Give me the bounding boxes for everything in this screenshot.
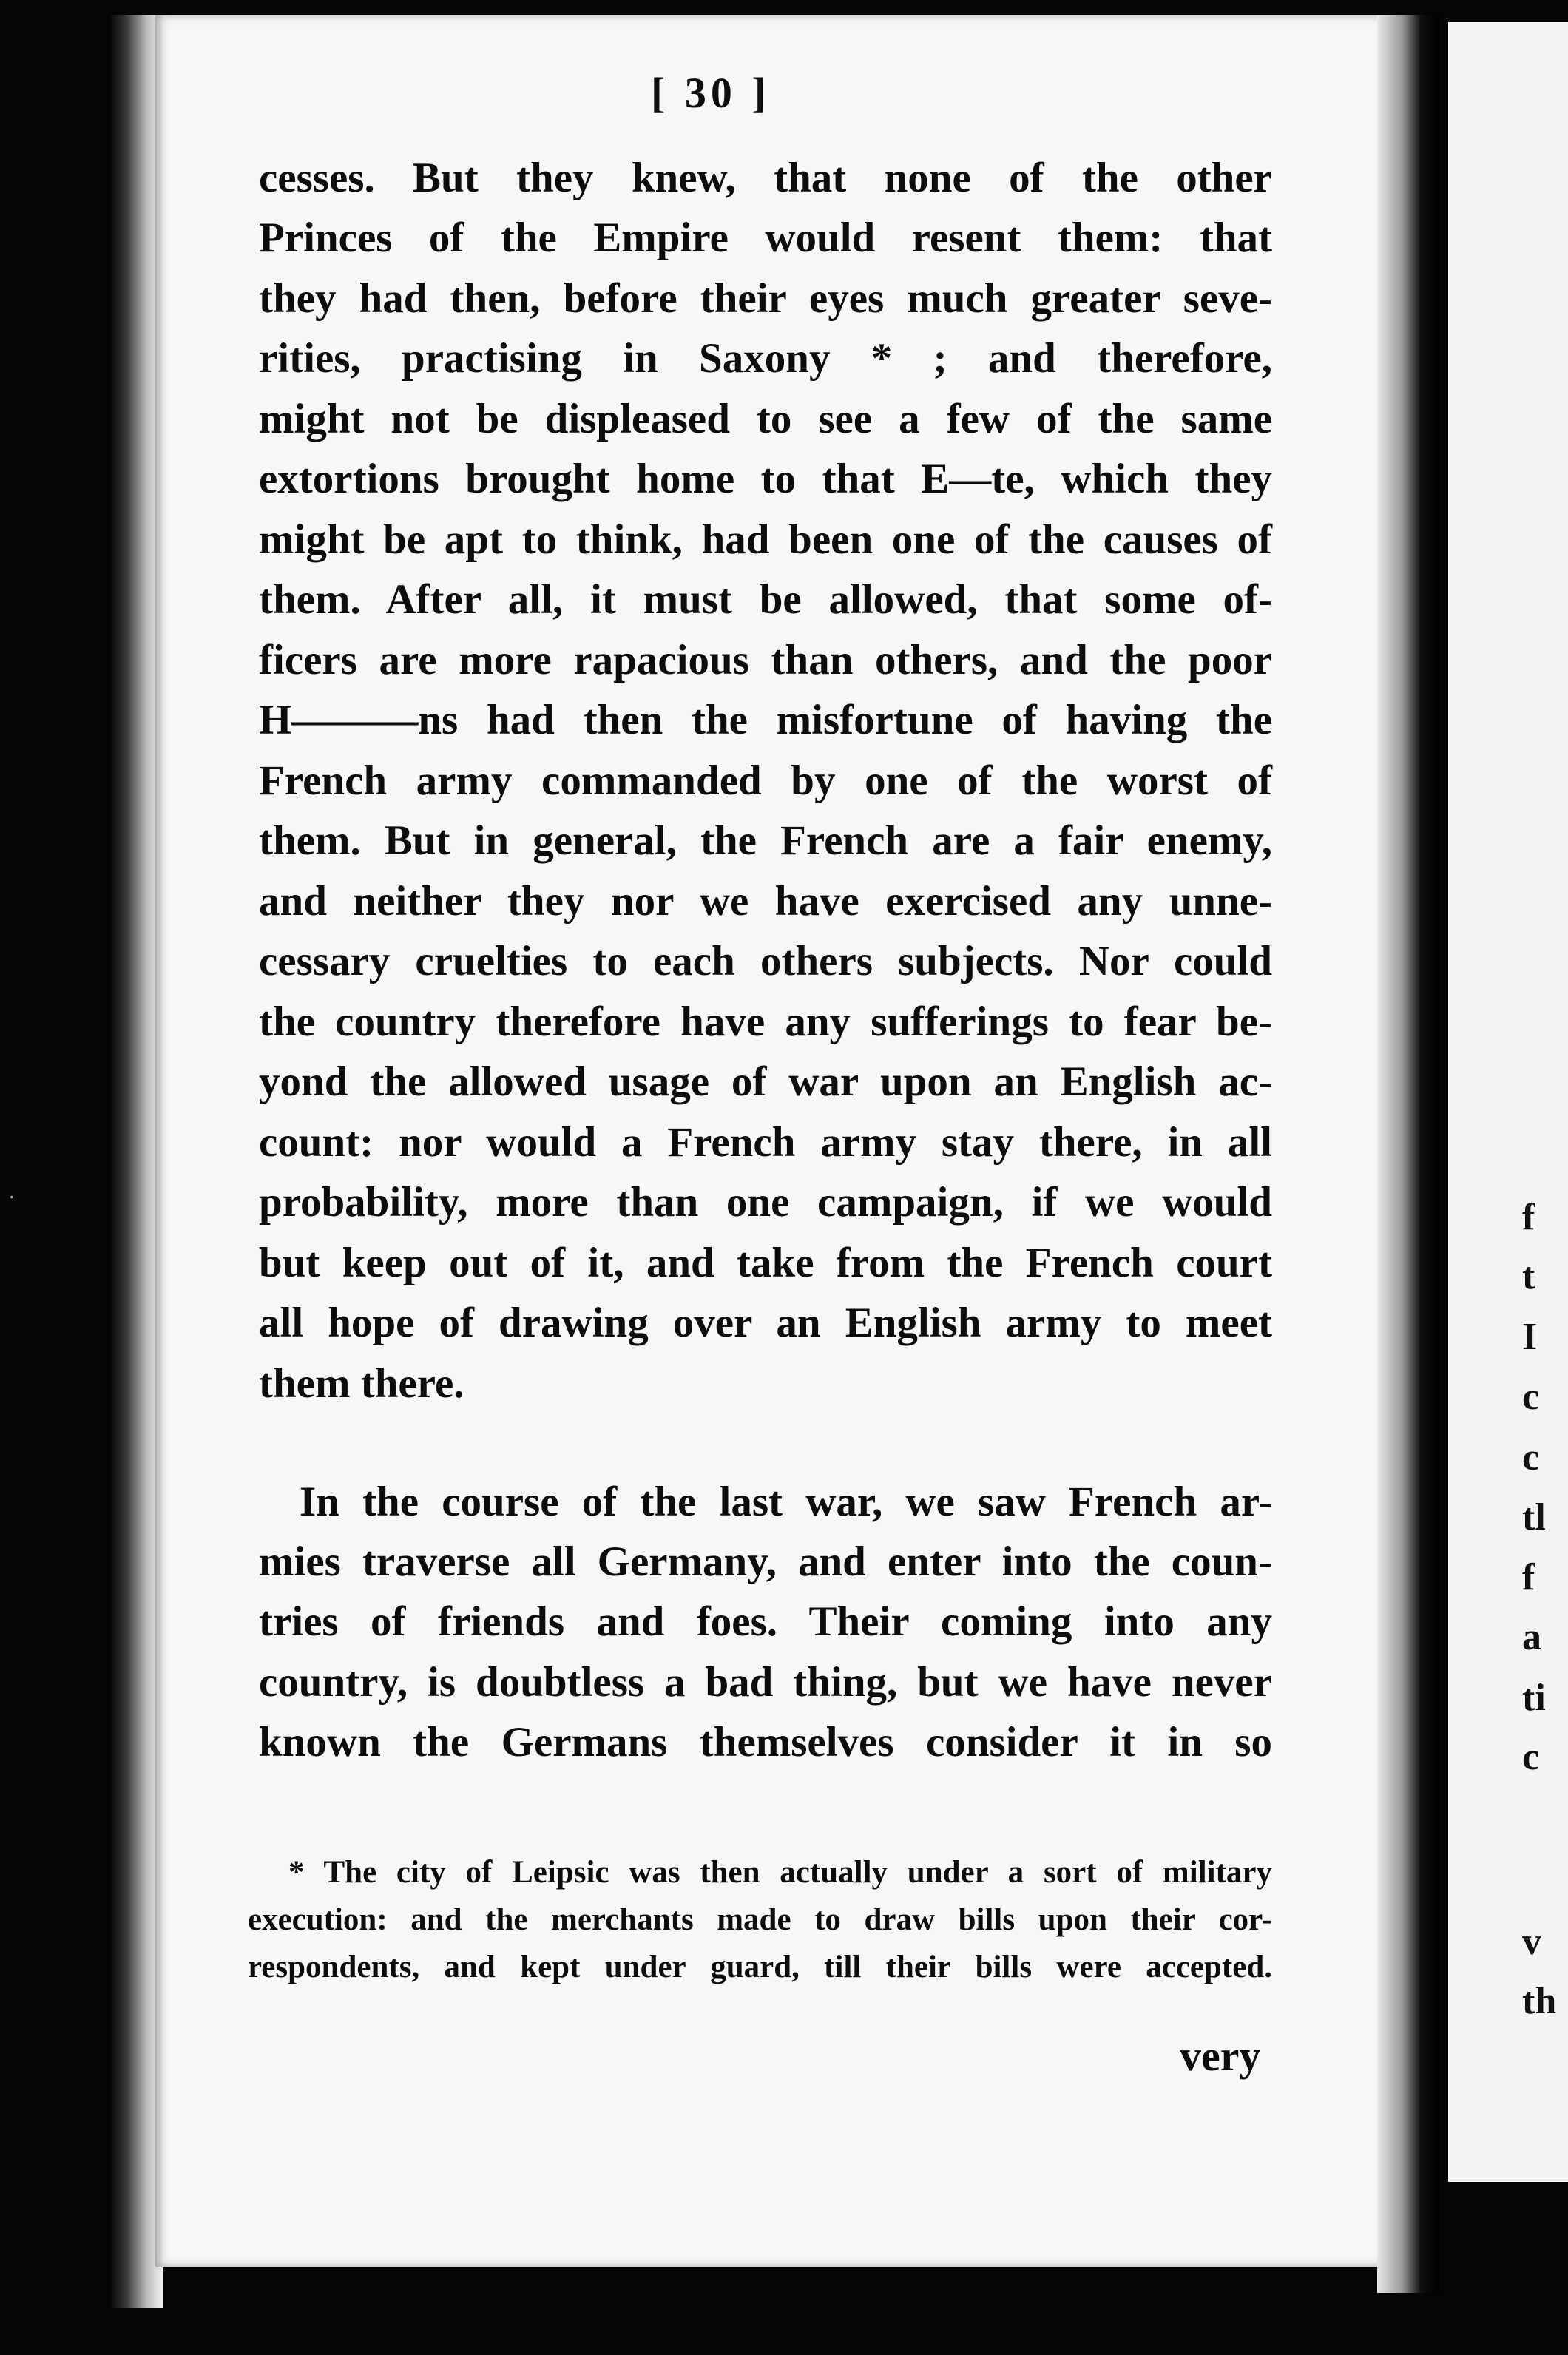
next-page-fragment: a bbox=[1522, 1616, 1541, 1658]
text-line: known the Germans themselves consider it in so bbox=[259, 1719, 1272, 1766]
text-line: might not be displeased to see a few of the same bbox=[259, 396, 1272, 442]
next-page-fragment: th bbox=[1522, 1980, 1557, 2022]
footnote-line: respondents, and kept under guard, till their bills were accepted. bbox=[248, 1950, 1272, 1984]
text-line: them. After all, it must be allowed, that some of- bbox=[259, 576, 1272, 623]
next-page-fragment: c bbox=[1522, 1736, 1540, 1778]
next-page-sliver bbox=[1448, 22, 1568, 2182]
text-line: the country therefore have any sufferings to fear be- bbox=[259, 999, 1272, 1045]
text-line: they had then, before their eyes much greater seve- bbox=[259, 275, 1272, 322]
scan-speck: . bbox=[9, 1179, 15, 1203]
text-line: might be apt to think, had been one of the causes of bbox=[259, 516, 1272, 563]
next-page-fragment: ti bbox=[1522, 1677, 1546, 1719]
text-line: mies traverse all Germany, and enter into the coun- bbox=[259, 1538, 1272, 1585]
text-line: all hope of drawing over an English army to meet bbox=[259, 1300, 1272, 1346]
next-page-fragment: t bbox=[1522, 1255, 1535, 1297]
catchword: very bbox=[1180, 2032, 1261, 2080]
text-line: and neither they nor we have exercised any unne- bbox=[259, 878, 1272, 925]
footnote-line: * The city of Leipsic was then actually under a sort of military bbox=[288, 1855, 1272, 1890]
text-line: yond the allowed usage of war upon an English ac- bbox=[259, 1058, 1272, 1105]
text-line: French army commanded by one of the worst of bbox=[259, 757, 1272, 804]
text-line: ficers are more rapacious than others, and the poor bbox=[259, 637, 1272, 683]
footnote-line: execution: and the merchants made to draw bills upon their cor- bbox=[248, 1902, 1272, 1937]
text-line: probability, more than one campaign, if we would bbox=[259, 1179, 1272, 1226]
next-page-fragment: tl bbox=[1522, 1496, 1546, 1538]
next-page-fragment: f bbox=[1522, 1196, 1535, 1238]
text-line: cesses. But they knew, that none of the other bbox=[259, 155, 1272, 201]
text-line: cessary cruelties to each others subjects. Nor could bbox=[259, 938, 1272, 984]
page-fold-shadow bbox=[1377, 15, 1439, 2293]
text-line: but keep out of it, and take from the French court bbox=[259, 1240, 1272, 1286]
next-page-fragment: f bbox=[1522, 1556, 1535, 1598]
text-line: country, is doubtless a bad thing, but we have never bbox=[259, 1659, 1272, 1706]
text-line: tries of friends and foes. Their coming into any bbox=[259, 1598, 1272, 1645]
page-number: [ 30 ] bbox=[651, 69, 771, 117]
text-line: them there. bbox=[259, 1360, 464, 1407]
text-line: extortions brought home to that E—te, which they bbox=[259, 456, 1272, 502]
text-line: them. But in general, the French are a fair enemy, bbox=[259, 817, 1272, 864]
next-page-fragment: v bbox=[1522, 1921, 1541, 1963]
next-page-fragment: c bbox=[1522, 1436, 1540, 1479]
text-line: In the course of the last war, we saw French ar- bbox=[300, 1479, 1272, 1525]
text-line: H———ns had then the misfortune of having the bbox=[259, 697, 1272, 743]
text-line: count: nor would a French army stay there, in all bbox=[259, 1119, 1272, 1166]
next-page-fragment: c bbox=[1522, 1376, 1540, 1418]
text-line: rities, practising in Saxony * ; and therefore, bbox=[259, 335, 1272, 382]
text-line: Princes of the Empire would resent them: that bbox=[259, 214, 1272, 261]
next-page-fragment: I bbox=[1522, 1316, 1538, 1358]
